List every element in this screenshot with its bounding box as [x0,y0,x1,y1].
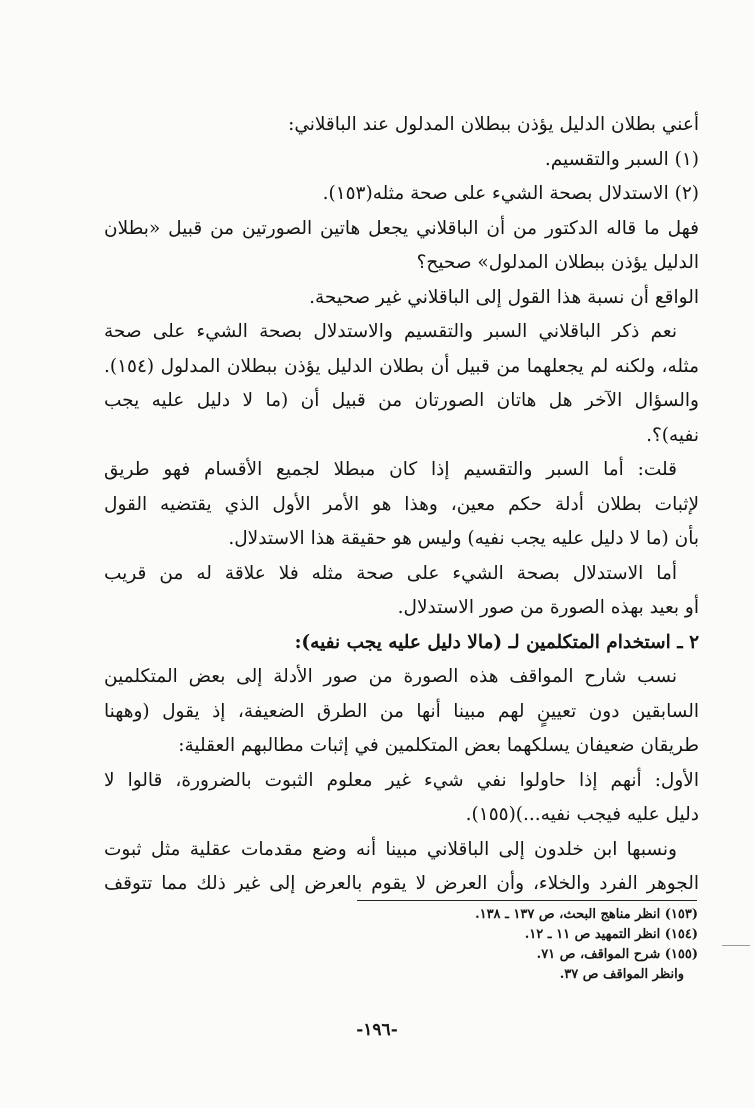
text-line: أعني بطلان الدليل يؤذن ببطلان المدلول عند الباقلاني: [288,114,699,135]
text-line: الأول: أنهم إذا حاولوا نفي شيء غير معلوم الثبوت بالضرورة، قالوا لا [104,769,699,791]
text-line: طريقان ضعيفان يسلكهما بعض المتكلمين في إثبات مطالبهم العقلية: [178,735,699,756]
text-line: نعم ذكر الباقلاني السبر والتقسيم والاستدلال بصحة الشيء على صحة [104,321,677,342]
text-line: الدليل يؤذن ببطلان المدلول» صحيح؟ [416,252,699,273]
footnote: (١٥٥) شرح المواقف، ص ٧١. [536,947,698,962]
footnote: (١٥٣) انظر مناهج البحث، ص ١٣٧ ـ ١٣٨. [475,907,698,922]
page-number: -١٩٦- [356,1020,398,1040]
text-line: فهل ما قاله الدكتور من أن الباقلاني يجعل هاتين الصورتين من قبيل «بطلان [104,217,699,239]
footnote: (١٥٤) انظر التمهيد ص ١١ ـ ١٢. [524,927,698,942]
list-item: (٢) الاستدلال بصحة الشيء على صحة مثله(١٥٣). [322,183,699,204]
text-line: بأن (ما لا دليل عليه يجب نفيه) وليس هو حقيقة هذا الاستدلال. [228,528,699,549]
footnote-divider [357,900,697,901]
text-line: أو بعيد بهذه الصورة من صور الاستدلال. [397,597,699,618]
section-heading: ٢ ـ استخدام المتكلمين لـ (مالا دليل عليه يجب نفيه): [294,631,699,653]
text-line: لإثبات بطلان أدلة حكم معين، وهذا هو الأمر الأول الذي يقتضيه القول [104,493,699,515]
text-line: الجوهر الفرد والخلاء، وأن العرض لا يقوم بالعرض إلى غير ذلك مما تتوقف [104,873,699,894]
text-line: دليل عليه فيجب نفيه...)(١٥٥). [465,804,699,825]
text-line: مثله، ولكنه لم يجعلهما من قبيل أن بطلان الدليل يؤذن ببطلان المدلول (١٥٤). [104,355,699,377]
main-text [104,108,699,902]
footnote: وانظر المواقف ص ٣٧. [559,967,684,982]
text-line: السابقين دون تعيينٍ لهم مبينا أنها من الطرق الضعيفة، إذ يقول (وههنا [104,700,699,722]
text-line: ونسبها ابن خلدون إلى الباقلاني مبينا أنه وضع مقدمات عقلية مثل ثبوت [104,838,677,860]
page-edge-mark [722,945,750,946]
text-line: والسؤال الآخر هل هاتان الصورتان من قبيل أن (ما لا دليل عليه يجب [104,390,699,411]
list-item: (١) السبر والتقسيم. [544,148,699,170]
text-line: الواقع أن نسبة هذا القول إلى الباقلاني غير صحيحة. [309,286,699,308]
text-line: نسب شارح المواقف هذه الصورة من صور الأدلة إلى بعض المتكلمين [104,666,677,687]
text-line: نفيه)؟. [646,424,699,446]
text-line: قلت: أما السبر والتقسيم إذا كان مبطلا لجميع الأقسام فهو طريق [104,459,677,480]
text-line: أما الاستدلال بصحة الشيء على صحة مثله فلا علاقة له من قريب [104,562,677,584]
footnotes [475,905,698,985]
